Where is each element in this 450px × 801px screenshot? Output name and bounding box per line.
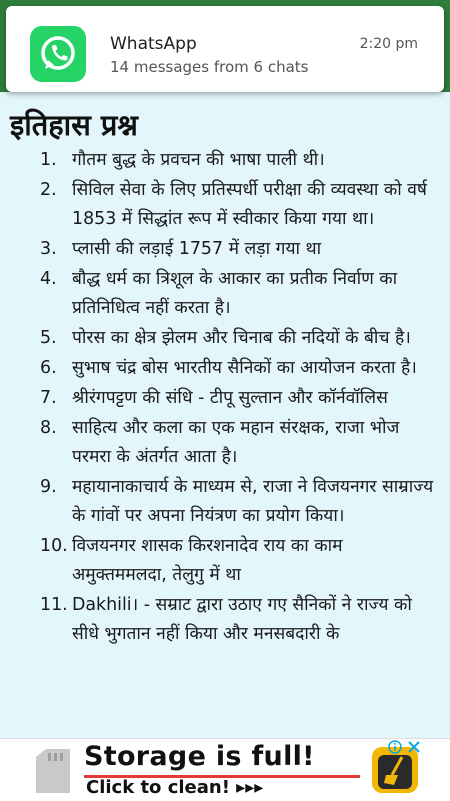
question-text: पोरस का क्षेत्र झेलम और चिनाब की नदियों के बीच है। (72, 328, 411, 348)
question-item (0, 414, 450, 472)
question-text: सुभाष चंद्र बोस भारतीय सैनिकों का आयोजन करता है। (72, 358, 417, 378)
question-number: 10. (40, 536, 68, 556)
whatsapp-icon (30, 26, 86, 82)
sd-card-icon (34, 747, 72, 795)
question-text: साहित्य और कला का एक महान संरक्षक, राजा भोज परमरा के अंतर्गत आता है। (72, 418, 400, 467)
ad-title: Storage is full! (84, 741, 315, 772)
question-number: 6. (40, 358, 57, 378)
question-item (0, 384, 450, 413)
question-text: गौतम बुद्ध के प्रवचन की भाषा पाली थी। (72, 150, 325, 170)
question-text: श्रीरंगपट्टण की संधि - टीपू सुल्तान और कॉर्नवॉलिस (72, 388, 388, 408)
question-item (0, 324, 450, 353)
question-list (0, 146, 450, 650)
notification-message: 14 messages from 6 chats (110, 58, 309, 76)
ad-cta-text[interactable]: Click to clean! ▸▸▸ (86, 777, 264, 798)
question-number: 8. (40, 418, 57, 438)
question-text: सिविल सेवा के लिए प्रतिस्पर्धी परीक्षा की व्यवस्था को वर्ष 1853 में सिद्धांत रूप में स्वीकार किया गया था। (72, 180, 427, 229)
question-number: 11. (40, 595, 68, 615)
question-number: 5. (40, 328, 57, 348)
question-item (0, 532, 450, 590)
notification-app-name: WhatsApp (110, 34, 197, 54)
question-number: 1. (40, 150, 57, 170)
question-number: 2. (40, 180, 57, 200)
question-item (0, 146, 450, 175)
question-item (0, 235, 450, 264)
question-item (0, 354, 450, 383)
question-number: 7. (40, 388, 57, 408)
question-item (0, 176, 450, 234)
page-title: इतिहास प्रश्न (10, 108, 138, 142)
question-text: विजयनगर शासक किरशनादेव राय का काम अमुक्तममलदा, तेलुगु में था (72, 536, 343, 585)
ad-banner[interactable] (0, 738, 450, 801)
ad-close-icon[interactable] (406, 739, 422, 755)
question-text: प्लासी की लड़ाई 1757 में लड़ा गया था (72, 239, 322, 259)
whatsapp-notification[interactable] (6, 6, 444, 92)
question-item (0, 591, 450, 649)
question-number: 4. (40, 269, 57, 289)
question-text: Dakhili। - सम्राट द्वारा उठाए गए सैनिकों ने राज्य को सीधे भुगतान नहीं किया और मनसबदारी के (72, 595, 412, 644)
question-item (0, 473, 450, 531)
question-text: महायानाकाचार्य के माध्यम से, राजा ने विजयनगर साम्राज्य के गांवों पर अपना नियंत्रण का प्रयोग किया। (72, 477, 434, 526)
question-number: 3. (40, 239, 57, 259)
question-text: बौद्ध धर्म का त्रिशूल के आकार का प्रतीक निर्वाण का प्रतिनिधित्व नहीं करता है। (72, 269, 398, 318)
ad-info-icon[interactable] (388, 740, 402, 754)
question-item (0, 265, 450, 323)
notification-time: 2:20 pm (359, 36, 418, 52)
question-number: 9. (40, 477, 57, 497)
article-content (0, 92, 450, 738)
